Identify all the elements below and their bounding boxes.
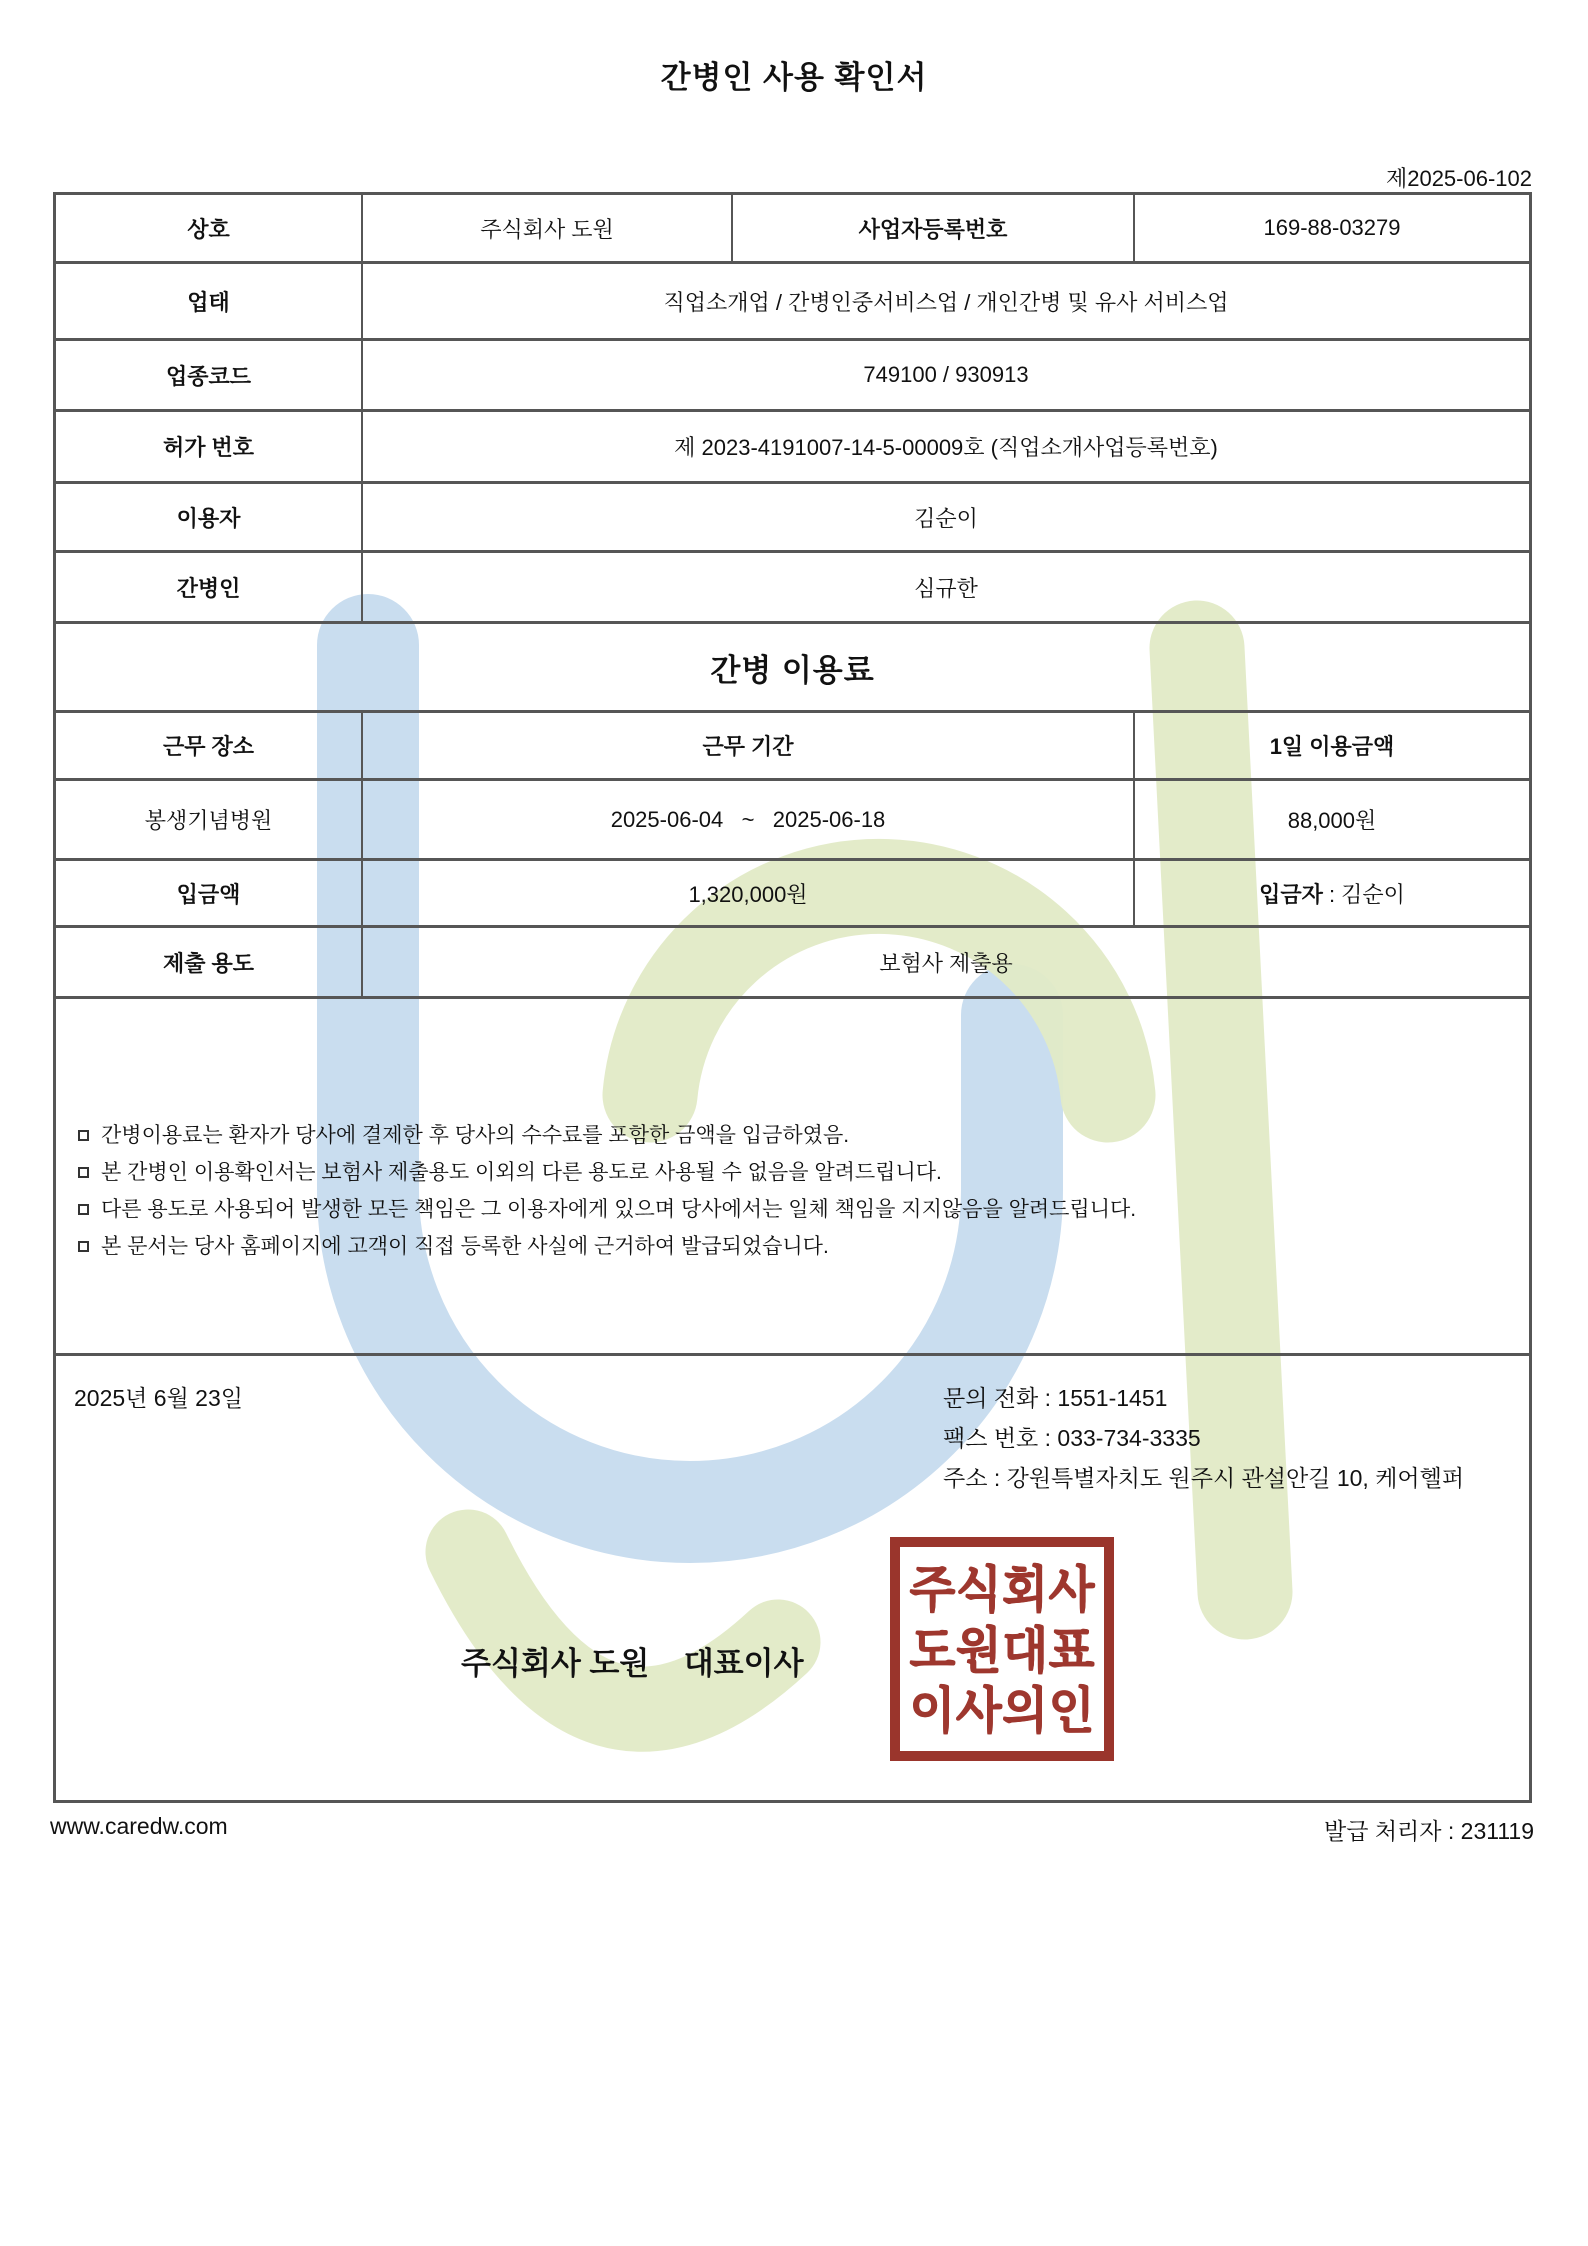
- notes-box: [56, 999, 1529, 1356]
- deposit-value: 1,320,000원: [363, 861, 1135, 925]
- company-label: 상호: [56, 195, 363, 261]
- caregiver-label: 간병인: [56, 553, 363, 621]
- fee-section-header: 간병 이용료: [56, 624, 1529, 713]
- confirmation-table: [53, 192, 1532, 1803]
- industry-code-label: 업종코드: [56, 341, 363, 409]
- purpose-value: 보험사 제출용: [879, 950, 1013, 976]
- website-url: www.caredw.com: [50, 1813, 228, 1839]
- caregiver-value: 심규한: [914, 575, 978, 601]
- biz-type-value: 직업소개업 / 간병인중서비스업 / 개인간병 및 유사 서비스업: [663, 289, 1229, 315]
- note-text: 다른 용도로 사용되어 발생한 모든 책임은 그 이용자에게 있으며 당사에서는 일체 책임을 지지않음을 알려드립니다.: [101, 1198, 1137, 1221]
- notes-list: [76, 1117, 1509, 1265]
- square-bullet-icon: [78, 1241, 89, 1252]
- fee-col-daily: 1일 이용금액: [1269, 734, 1395, 759]
- contact-block: [943, 1378, 1464, 1498]
- note-item: [76, 1191, 1509, 1228]
- biz-type-label: 업태: [56, 264, 363, 338]
- user-value: 김순이: [914, 505, 978, 531]
- depositor-cell: [1135, 861, 1529, 925]
- company-value: 주식회사 도원: [363, 195, 733, 261]
- signature-box: [56, 1356, 1529, 1803]
- contact-address: 주소 : 강원특별자치도 원주시 관설안길 10, 케어헬퍼: [943, 1465, 1465, 1491]
- note-text: 본 문서는 당사 홈페이지에 고객이 직접 등록한 사실에 근거하여 발급되었습니다.: [101, 1235, 829, 1258]
- daily-fee-value: 88,000원: [1287, 808, 1377, 833]
- stamp-text-line: 이사의인: [909, 1681, 1095, 1738]
- work-period-value: 2025-06-04 ~ 2025-06-18: [363, 781, 1135, 858]
- square-bullet-icon: [78, 1167, 89, 1178]
- square-bullet-icon: [78, 1130, 89, 1141]
- note-item: [76, 1117, 1509, 1154]
- caregiver-row: [56, 553, 1529, 624]
- user-row: [56, 484, 1529, 553]
- corporate-seal-stamp: [890, 1537, 1114, 1761]
- permit-value: 제 2023-4191007-14-5-00009호 (직업소개사업등록번호): [674, 435, 1218, 460]
- depositor-label: 입금자: [1259, 881, 1323, 907]
- biz-reg-value: 169-88-03279: [1263, 215, 1401, 240]
- stamp-text-line: 주식회사: [909, 1560, 1095, 1617]
- biz-reg-label: 사업자등록번호: [733, 195, 1135, 261]
- permit-label: 허가 번호: [56, 412, 363, 481]
- permit-row: [56, 412, 1529, 484]
- issue-date: 2025년 6월 23일: [74, 1385, 243, 1411]
- purpose-row: [56, 928, 1529, 999]
- deposit-label: 입금액: [56, 861, 363, 925]
- contact-phone: 문의 전화 : 1551-1451: [943, 1385, 1168, 1411]
- fee-col-place: 근무 장소: [56, 713, 363, 778]
- page-title: 간병인 사용 확인서: [660, 60, 928, 95]
- note-item: [76, 1228, 1509, 1265]
- issuer-id: 발급 처리자 : 231119: [1324, 1818, 1534, 1844]
- company-signature-line: 주식회사 도원 대표이사: [461, 1646, 804, 1681]
- depositor-value: : 김순이: [1322, 881, 1405, 907]
- note-item: [76, 1154, 1509, 1191]
- fee-data-row: [56, 781, 1529, 861]
- stamp-text-line: 도원대표: [909, 1621, 1095, 1677]
- industry-code-row: [56, 341, 1529, 412]
- note-text: 간병이용료는 환자가 당사에 결제한 후 당사의 수수료를 포함한 금액을 입금하였음.: [101, 1124, 850, 1147]
- fee-columns-row: [56, 713, 1529, 781]
- deposit-row: [56, 861, 1529, 928]
- square-bullet-icon: [78, 1204, 89, 1215]
- user-label: 이용자: [56, 484, 363, 550]
- company-row: [56, 195, 1529, 264]
- document-number: 제2025-06-102: [1385, 166, 1532, 191]
- workplace-value: 봉생기념병원: [56, 781, 363, 858]
- note-text: 본 간병인 이용확인서는 보험사 제출용도 이외의 다른 용도로 사용될 수 없음을 알려드립니다.: [101, 1161, 942, 1184]
- fee-col-period: 근무 기간: [363, 713, 1135, 778]
- contact-fax: 팩스 번호 : 033-734-3335: [943, 1425, 1201, 1451]
- industry-code-value: 749100 / 930913: [863, 362, 1029, 387]
- biz-type-row: [56, 264, 1529, 341]
- purpose-label: 제출 용도: [56, 928, 363, 996]
